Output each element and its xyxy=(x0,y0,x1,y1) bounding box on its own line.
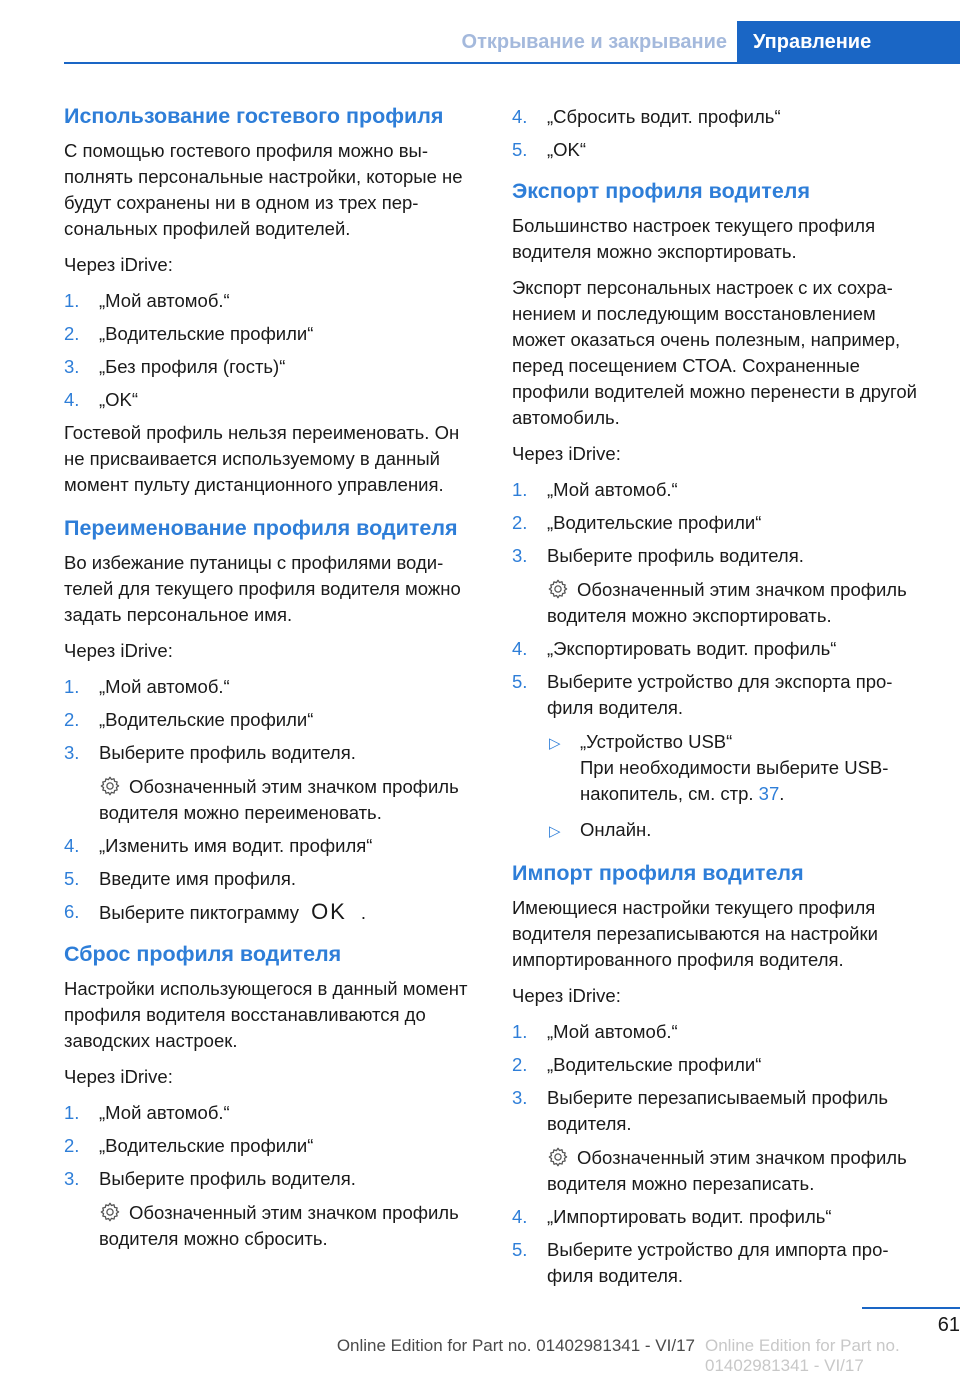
list-item: 2. „Водительские профили“ xyxy=(64,321,480,347)
step-number: 4. xyxy=(64,835,80,856)
guest-profile-heading: Использование гостевого профиля xyxy=(64,104,444,128)
section-title: Открывание и закрывание xyxy=(461,31,727,53)
guest-via-idrive: Через iDrive: xyxy=(64,254,173,275)
step-number: 4. xyxy=(64,389,80,410)
triangle-bullet-icon: ▷ xyxy=(549,735,561,752)
step-number: 4. xyxy=(512,106,528,127)
list-item: 4. „Экспортировать водит. профиль“ xyxy=(512,636,928,662)
list-item: 3. „Без профиля (гость)“ xyxy=(64,354,480,380)
list-item: 3. Выберите профиль водителя. Обозначенный этим значком профиль водителя можно сбросить. xyxy=(64,1166,480,1252)
right-column xyxy=(512,96,928,1296)
step-number: 1. xyxy=(64,290,80,311)
list-item: 1. „Мой автомоб.“ xyxy=(64,1100,480,1126)
list-item: 3. Выберите перезаписываемый профиль водителя. Обозначенный этим значком профиль водителя можно перезаписать. xyxy=(512,1085,928,1197)
list-item: 1. „Мой автомоб.“ xyxy=(512,1019,928,1045)
guest-profile-intro: С помощью гостевого профиля можно выполнять персональные настройки, которые не будут сохранены ни в одном из трех персональных профилей водителей. xyxy=(64,140,463,239)
step-number: 1. xyxy=(64,1102,80,1123)
export-intro-1: Большинство настроек текущего профиля водителя можно экспортировать. xyxy=(512,215,876,262)
import-intro: Имеющиеся настройки текущего профиля водителя перезаписываются на настройки импортированного профиля водителя. xyxy=(512,897,878,970)
step-number: 2. xyxy=(512,1054,528,1075)
left-column xyxy=(64,96,480,1259)
list-item: 1. „Мой автомоб.“ xyxy=(512,477,928,503)
header-rule xyxy=(64,62,960,64)
list-item: ▷ Онлайн. xyxy=(547,817,928,843)
list-item: ▷ „Устройство USB“ При необходимости выберите USB-накопитель, см. стр. 37. xyxy=(549,731,889,804)
list-item: 3. Выберите профиль водителя. Обозначенный этим значком профиль водителя можно экспортировать. xyxy=(512,543,928,629)
export-device-options xyxy=(547,729,928,843)
watermark: Online Edition for Part no. 01402981341 - VI/17 xyxy=(705,1336,900,1375)
triangle-bullet-icon: ▷ xyxy=(549,823,561,840)
rename-via-idrive: Через iDrive: xyxy=(64,640,173,661)
page-reference-link[interactable]: 37 xyxy=(758,783,780,804)
import-steps xyxy=(512,1019,928,1289)
list-item: 1. „Мой автомоб.“ xyxy=(64,288,480,314)
step-number: 2. xyxy=(64,1135,80,1156)
step-number: 2. xyxy=(64,323,80,344)
list-item: 4. „OK“ xyxy=(64,387,480,413)
step-number: 5. xyxy=(64,868,80,889)
reset-profile-intro: Настройки использующегося в данный момент профиля водителя восстанавливаются до заводских настроек. xyxy=(64,978,468,1051)
rename-note: Обозначенный этим значком профиль водителя можно переименовать. xyxy=(99,776,459,823)
list-item: 2. „Водительские профили“ xyxy=(64,707,480,733)
list-item: 2. „Водительские профили“ xyxy=(512,1052,928,1078)
step-number: 5. xyxy=(512,1239,528,1260)
gear-icon xyxy=(547,578,569,600)
step-number: 4. xyxy=(512,638,528,659)
export-steps xyxy=(512,477,928,843)
reset-profile-heading: Сброс профиля водителя xyxy=(64,942,342,966)
import-profile-heading: Импорт профиля водителя xyxy=(512,861,804,885)
gear-icon xyxy=(99,1201,121,1223)
export-intro-2: Экспорт персональных настроек с их сохранением и последующим восстановлением может оказаться очень полезным, например, перед посещением СТОА. Сохраненные профили водителей можно перенести в другой автомобиль. xyxy=(512,277,918,428)
list-item: 5. Выберите устройство для импорта профиля водителя. xyxy=(512,1239,889,1286)
step-number: 2. xyxy=(512,512,528,533)
step-number: 3. xyxy=(64,356,80,377)
list-item: 2. „Водительские профили“ xyxy=(64,1133,480,1159)
step-number: 1. xyxy=(512,1021,528,1042)
guest-profile-outro: Гостевой профиль нельзя переименовать. Он не присваивается используемому в данный момент пульту дистанционного управления. xyxy=(64,422,460,495)
export-profile-heading: Экспорт профиля водителя xyxy=(512,179,810,203)
import-note: Обозначенный этим значком профиль водителя можно перезаписать. xyxy=(547,1147,907,1194)
rename-profile-intro: Во избежание путаницы с профилями водителей для текущего профиля водителя можно задать персональное имя. xyxy=(64,552,461,625)
export-via-idrive: Через iDrive: xyxy=(512,443,621,464)
list-item: 5. „OK“ xyxy=(512,137,928,163)
ok-icon: OK xyxy=(311,899,347,924)
guest-steps xyxy=(64,288,480,413)
import-via-idrive: Через iDrive: xyxy=(512,985,621,1006)
list-item: 4. „Импортировать водит. профиль“ xyxy=(512,1204,928,1230)
list-item: 3. Выберите профиль водителя. Обозначенный этим значком профиль водителя можно переименовать. xyxy=(64,740,480,826)
list-item: 4. „Сбросить водит. профиль“ xyxy=(512,104,928,130)
list-item: 5. Выберите устройство для экспорта профиля водителя. ▷ „Устройство USB“ При необходимости выберите USB-накопитель, см. стр. 37. ▷ Онлайн. xyxy=(512,669,928,843)
reset-via-idrive: Через iDrive: xyxy=(64,1066,173,1087)
list-item: 1. „Мой автомоб.“ xyxy=(64,674,480,700)
page-header xyxy=(0,21,960,63)
step-number: 2. xyxy=(64,709,80,730)
rename-profile-heading: Переименование профиля водителя xyxy=(64,516,458,540)
step-number: 3. xyxy=(512,1087,528,1108)
step-number: 1. xyxy=(64,676,80,697)
step-number: 5. xyxy=(512,139,528,160)
gear-icon xyxy=(99,775,121,797)
step-number: 5. xyxy=(512,671,528,692)
gear-icon xyxy=(547,1146,569,1168)
edition-note: Online Edition for Part no. 01402981341 - VI/17 xyxy=(336,1336,695,1355)
step-number: 1. xyxy=(512,479,528,500)
step-number: 3. xyxy=(64,742,80,763)
step-number: 4. xyxy=(512,1206,528,1227)
list-item: 2. „Водительские профили“ xyxy=(512,510,928,536)
step-number: 3. xyxy=(512,545,528,566)
reset-note: Обозначенный этим значком профиль водителя можно сбросить. xyxy=(99,1202,459,1249)
list-item: 5. Введите имя профиля. xyxy=(64,866,480,892)
reset-steps xyxy=(64,1100,480,1252)
export-note: Обозначенный этим значком профиль водителя можно экспортировать. xyxy=(547,579,907,626)
list-item: 6. Выберите пиктограмму OK . xyxy=(64,899,366,924)
footer-rule xyxy=(862,1307,960,1309)
list-item: 4. „Изменить имя водит. профиля“ xyxy=(64,833,480,859)
rename-steps xyxy=(64,674,480,926)
page-number: 61 xyxy=(937,1314,960,1336)
step-number: 6. xyxy=(64,901,80,922)
step-number: 3. xyxy=(64,1168,80,1189)
reset-steps-continued xyxy=(512,104,928,163)
chapter-tab: Управление xyxy=(737,21,960,63)
